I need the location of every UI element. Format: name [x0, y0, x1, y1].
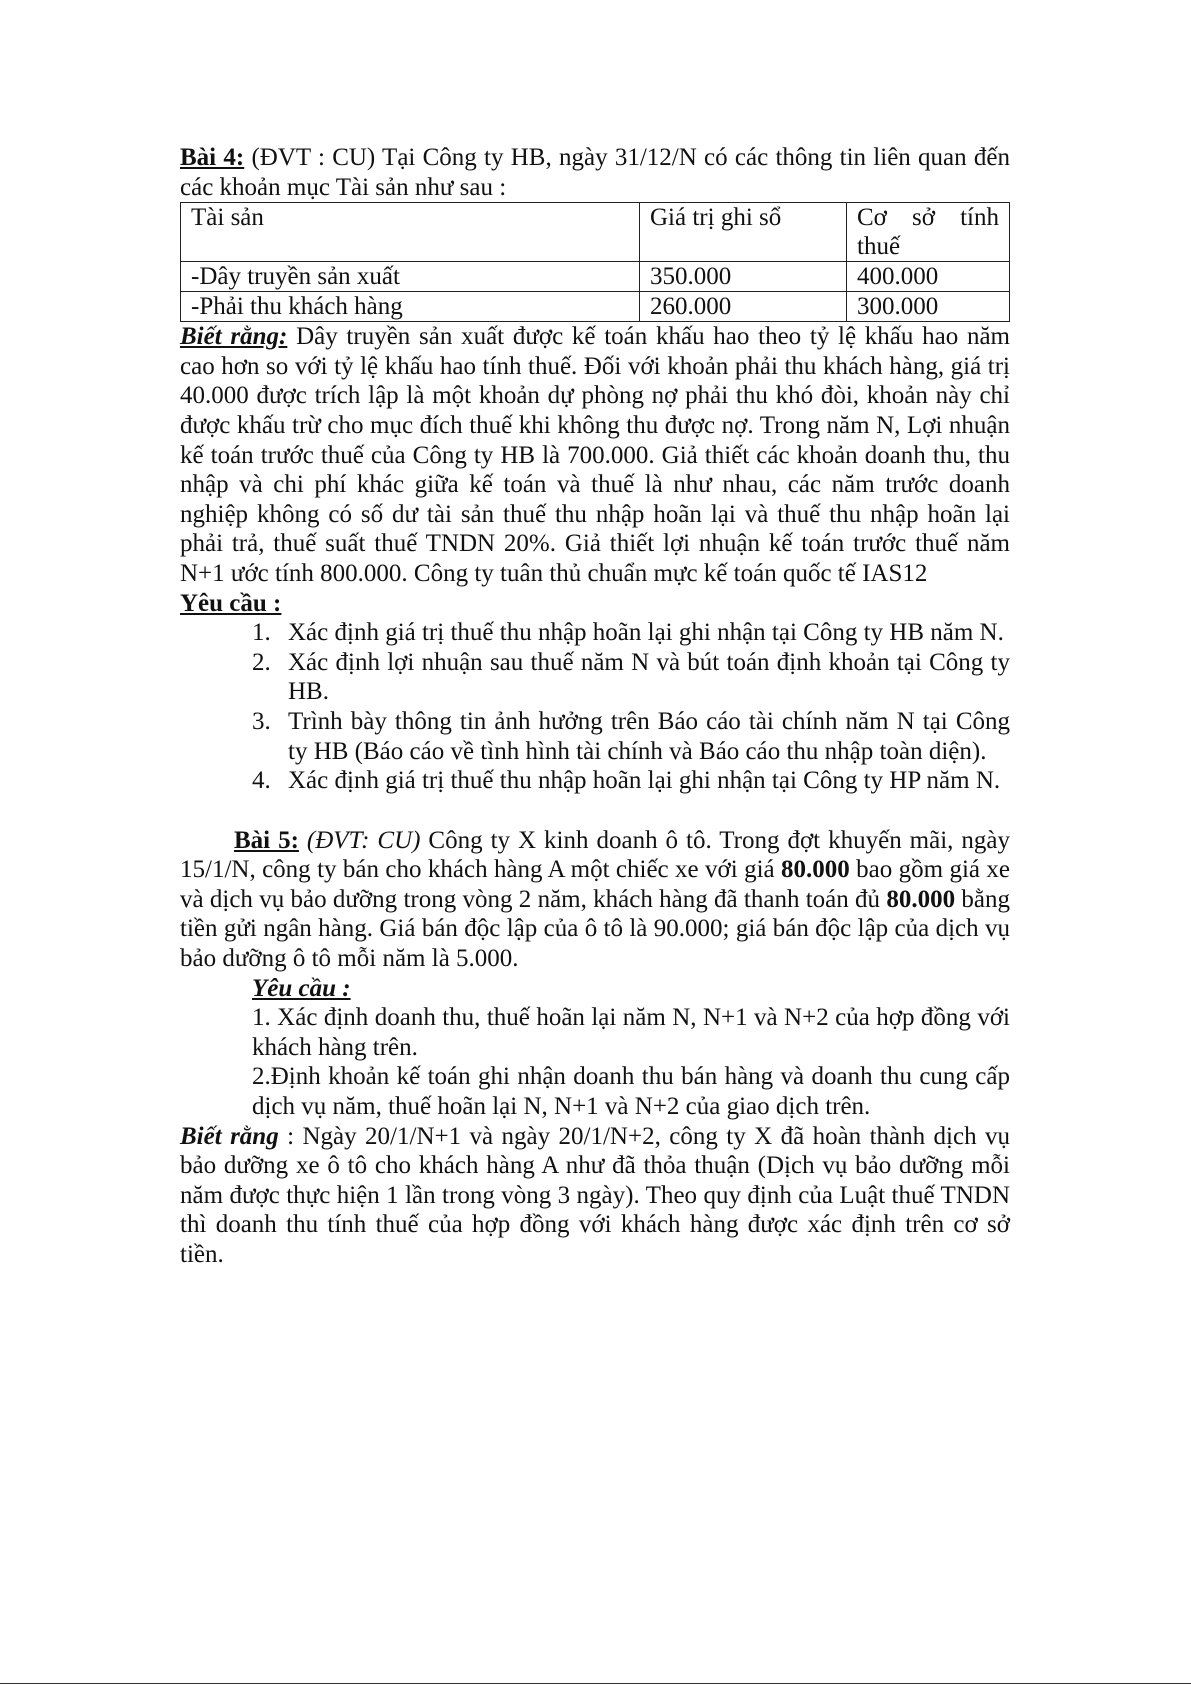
bai4-req-label: Yêu cầu : — [180, 589, 282, 617]
table-row — [181, 292, 1010, 322]
bai5-note-label: Biết rằng — [180, 1122, 279, 1150]
bai5-text-a: Công ty X kinh doanh ô tô. Trong đợt khuyến mãi, ngày 15/1/N, công ty bán cho khách hàng A một chiếc xe với giá — [180, 826, 1010, 884]
section-spacer — [180, 796, 1010, 826]
list-item-number: 4. — [252, 767, 271, 795]
bai5-label: Bài 5: — [234, 826, 299, 854]
bai5-intro — [180, 826, 1010, 974]
bai4-intro-text: (ĐVT : CU) Tại Công ty HB, ngày 31/12/N có các thông tin liên quan đến các khoản mục Tài sản như sau : — [180, 144, 1010, 201]
page-bottom-rule — [0, 1683, 1191, 1684]
list-item — [180, 618, 1010, 648]
list-item-text: Xác định giá trị thuế thu nhập hoãn lại ghi nhận tại Công ty HB năm N. — [288, 619, 1004, 647]
bai4-note-text: Dây truyền sản xuất được kế toán khấu hao theo tỷ lệ khấu hao năm cao hơn so với tỷ lệ khấu hao tính thuế. Đối với khoản phải thu khách hàng, giá trị 40.000 được trích lập là một khoản dự phòng nợ phải thu khó đòi, khoản này chỉ được khấu trừ cho mục đích thuế khi không thu được nợ. Trong năm N, Lợi nhuận kế toán trước thuế của Công ty HB là 700.000. Giả thiết các khoản doanh thu, thu nhập và chi phí khác giữa kế toán và thuế là như nhau, các năm trước doanh nghiệp không có số dư tài sản thuế thu nhập hoãn lại và thuế thu nhập hoãn lại phải trả, thuế suất thuế TNDN 20%. Giả thiết lợi nhuận kế toán trước thuế năm N+1 ước tính 800.000. Công ty tuân thủ chuẩn mực kế toán quốc tế IAS12 — [180, 323, 1010, 587]
list-item — [180, 648, 1010, 707]
table-header-row — [181, 203, 1010, 262]
bai5-req-label: Yêu cầu : — [252, 974, 351, 1002]
bai5-indent — [180, 827, 234, 854]
list-item — [252, 1062, 1010, 1121]
list-item-number: 3. — [252, 707, 271, 735]
bai4-requirements — [180, 618, 1010, 796]
list-item-text: Xác định giá trị thuế thu nhập hoãn lại ghi nhận tại Công ty HP năm N. — [288, 767, 1001, 795]
table-header-cell: Cơ sở tính thuế — [847, 203, 1010, 262]
bai5-text-c: bằng tiền gửi ngân hàng. Giá bán độc lập của ô tô là 90.000; giá bán độc lập của dịch vụ bảo dưỡng ô tô mỗi năm là 5.000. — [180, 885, 1010, 973]
bai4-note-label: Biết rằng: — [180, 323, 288, 351]
table-cell: -Dây truyền sản xuất — [181, 262, 640, 292]
table-cell: -Phải thu khách hàng — [181, 292, 640, 322]
table-cell: 300.000 — [847, 292, 1010, 322]
table-cell: 260.000 — [640, 292, 847, 322]
bai5-req-heading — [252, 974, 1010, 1004]
bai5-unit: (ĐVT: CU) — [298, 826, 421, 854]
list-item-number: 1. — [252, 619, 271, 647]
table-cell: 350.000 — [640, 262, 847, 292]
bai4-req-heading — [180, 589, 1010, 619]
list-item-text: 2.Định khoản kế toán ghi nhận doanh thu bán hàng và doanh thu cung cấp dịch vụ năm, thuế hoãn lại N, N+1 và N+2 của giao dịch trên. — [252, 1063, 1010, 1121]
bai4-label: Bài 4: — [180, 144, 245, 171]
table-header-cell: Tài sản — [181, 203, 640, 262]
bai5-requirements — [180, 974, 1010, 1122]
bai5-price-1: 80.000 — [781, 856, 850, 884]
bai5-price-2: 80.000 — [886, 885, 956, 913]
table-row — [181, 262, 1010, 292]
list-item-text: Trình bày thông tin ảnh hưởng trên Báo cáo tài chính năm N tại Công ty HB (Báo cáo về tình hình tài chính và Báo cáo thu nhập toàn diện). — [288, 707, 1010, 765]
bai5-note — [180, 1122, 1010, 1270]
bai4-intro — [180, 143, 1010, 202]
bai5-text-b: bao gồm giá xe và dịch vụ bảo dưỡng trong vòng 2 năm, khách hàng đã thanh toán đủ — [180, 856, 1010, 913]
asset-table — [180, 202, 1010, 322]
list-item — [180, 707, 1010, 766]
list-item-number: 2. — [252, 648, 271, 676]
list-item — [252, 1003, 1010, 1062]
bai4-note — [180, 322, 1010, 588]
list-item — [180, 766, 1010, 796]
table-cell: 400.000 — [847, 262, 1010, 292]
list-item-text: 1. Xác định doanh thu, thuế hoãn lại năm N, N+1 và N+2 của hợp đồng với khách hàng trên. — [252, 1004, 1010, 1061]
document-page — [180, 143, 1010, 1270]
list-item-text: Xác định lợi nhuận sau thuế năm N và bút toán định khoản tại Công ty HB. — [288, 648, 1010, 706]
bai5-note-text: : Ngày 20/1/N+1 và ngày 20/1/N+2, công ty X đã hoàn thành dịch vụ bảo dưỡng xe ô tô cho khách hàng A như đã thỏa thuận (Dịch vụ bảo dưỡng mỗi năm được thực hiện 1 lần trong vòng 3 ngày). Theo quy định của Luật thuế TNDN thì doanh thu tính thuế của hợp đồng với khách hàng được xác định trên cơ sở tiền. — [180, 1122, 1010, 1268]
table-header-cell: Giá trị ghi sổ — [640, 203, 847, 262]
